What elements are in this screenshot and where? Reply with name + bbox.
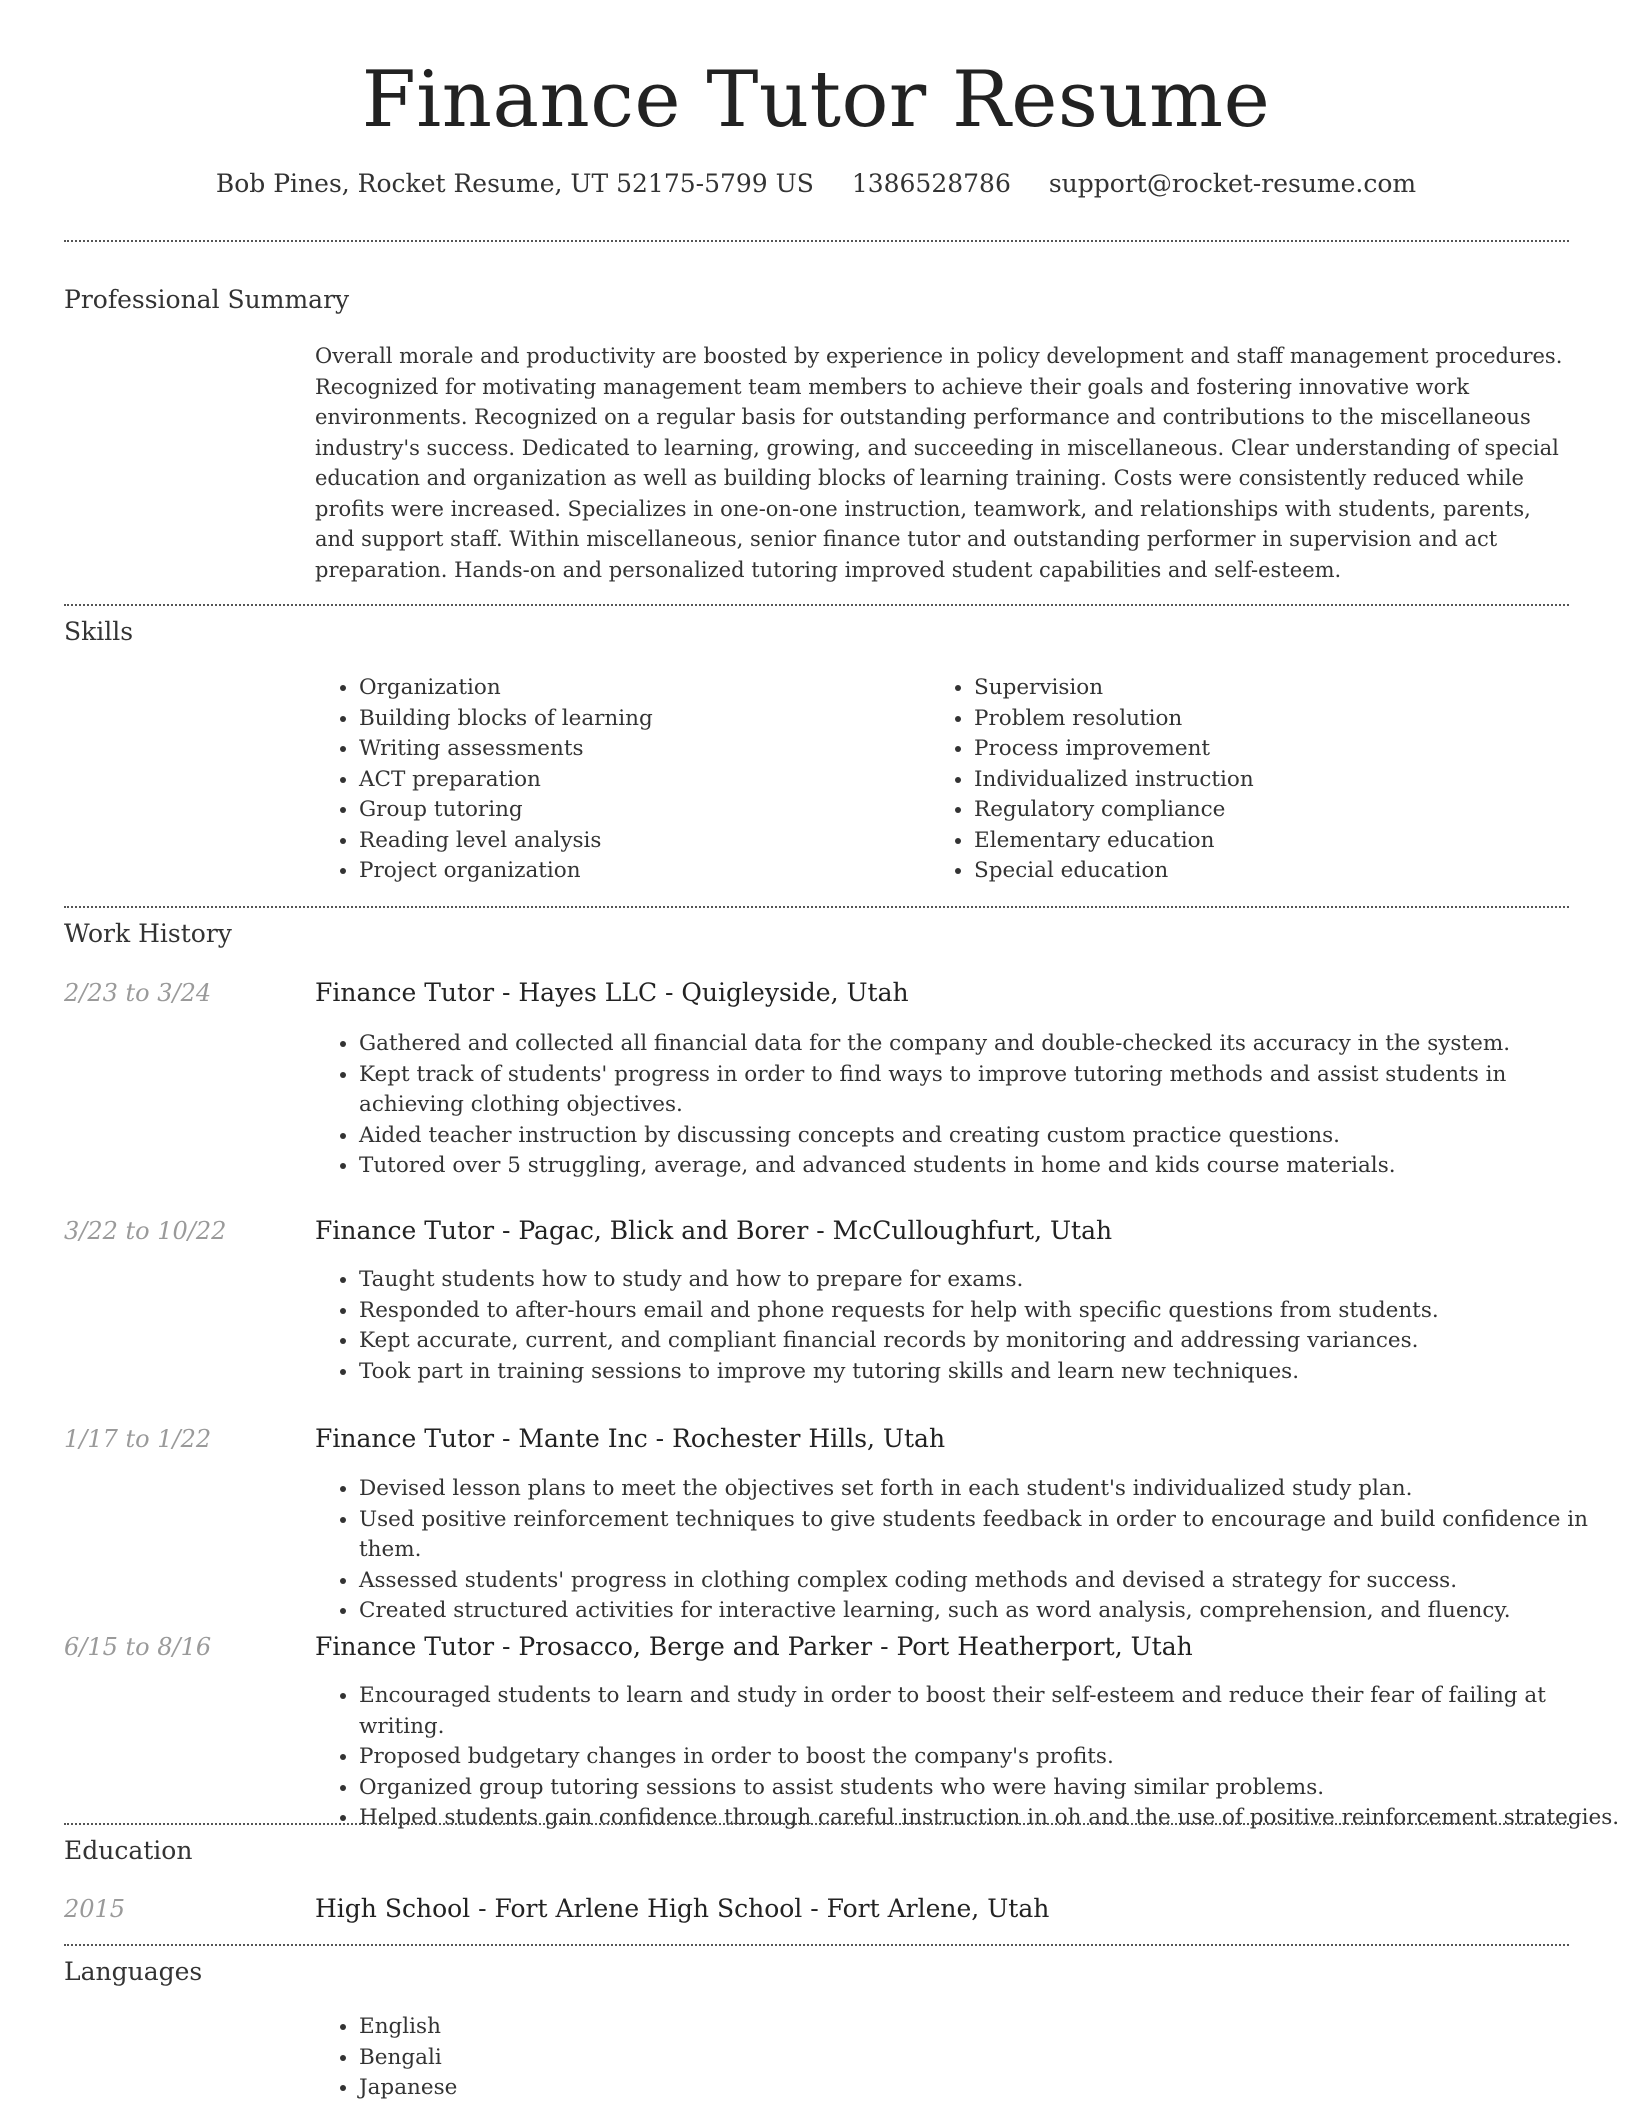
- skill-item: • Individualized instruction: [974, 765, 1574, 796]
- contact-address: Bob Pines, Rocket Resume, UT 52175-5799 US: [215, 169, 814, 198]
- skill-item: • Regulatory compliance: [974, 795, 1574, 826]
- skill-item: • Group tutoring: [359, 795, 929, 826]
- skill-item: • Elementary education: [974, 826, 1574, 857]
- contact-line: [0, 168, 1632, 200]
- job-bullets: [315, 1474, 1624, 1627]
- job-bullet: • Created structured activities for interactive learning, such as word analysis, comprehension, and fluency.: [359, 1596, 1624, 1627]
- job-title: Finance Tutor - Pagac, Blick and Borer - McCulloughfurt, Utah: [315, 1216, 1113, 1245]
- job-bullet: • Devised lesson plans to meet the objectives set forth in each student's individualized study plan.: [359, 1474, 1624, 1505]
- section-divider: [64, 604, 1569, 606]
- job-title: Finance Tutor - Hayes LLC - Quigleyside, Utah: [315, 978, 909, 1007]
- job-bullet: • Gathered and collected all financial data for the company and double-checked its accuracy in the system.: [359, 1029, 1614, 1060]
- job-bullet: • Aided teacher instruction by discussing concepts and creating custom practice questions.: [359, 1121, 1614, 1152]
- skill-item: • Problem resolution: [974, 704, 1574, 735]
- summary-heading: Professional Summary: [64, 285, 350, 314]
- summary-text: Overall morale and productivity are boosted by experience in policy development and staff management procedures. Recognized for motivating management team members to achieve their goals and fostering innovative work environments. Recognized on a regular basis for outstanding performance and contributions to the miscellaneous industry's success. Dedicated to learning, growing, and succeeding in miscellaneous. Clear understanding of special education and organization as well as building blocks of learning training. Costs were consistently reduced while profits were increased. Specializes in one-on-one instruction, teamwork, and relationships with students, parents, and support staff. Within miscellaneous, senior finance tutor and outstanding performer in supervision and act preparation. Hands-on and personalized tutoring improved student capabilities and self-esteem.: [315, 344, 1563, 582]
- job-dates: 3/22 to 10/22: [64, 1217, 227, 1245]
- section-divider: [64, 1823, 1569, 1825]
- skill-item: • Process improvement: [974, 734, 1574, 765]
- job-bullet: • Tutored over 5 struggling, average, and advanced students in home and kids course materials.: [359, 1151, 1614, 1182]
- section-divider: [64, 1944, 1569, 1946]
- job-bullets: [315, 1681, 1624, 1834]
- contact-phone: 1386528786: [851, 169, 1011, 198]
- job-bullet: • Proposed budgetary changes in order to boost the company's profits.: [359, 1742, 1624, 1773]
- job-title: Finance Tutor - Mante Inc - Rochester Hills, Utah: [315, 1424, 946, 1453]
- job-bullet: • Organized group tutoring sessions to assist students who were having similar problems.: [359, 1773, 1624, 1804]
- job-dates: 6/15 to 8/16: [64, 1633, 212, 1661]
- language-item: • Japanese: [359, 2073, 959, 2104]
- skill-item: • Special education: [974, 856, 1574, 887]
- languages-list: [315, 2012, 959, 2104]
- job-dates: 2/23 to 3/24: [64, 979, 212, 1007]
- skills-list-right: [930, 673, 1574, 887]
- section-divider: [64, 906, 1569, 908]
- job-bullet: • Responded to after-hours email and phone requests for help with specific questions from students.: [359, 1296, 1614, 1327]
- job-bullet: • Kept accurate, current, and compliant financial records by monitoring and addressing variances.: [359, 1326, 1614, 1357]
- job-dates: 1/17 to 1/22: [64, 1425, 212, 1453]
- resume-title: Finance Tutor Resume: [361, 55, 1271, 145]
- skill-item: • Building blocks of learning: [359, 704, 929, 735]
- contact-email: support@rocket-resume.com: [1048, 169, 1417, 198]
- job-bullets: [315, 1265, 1614, 1387]
- skill-item: • Reading level analysis: [359, 826, 929, 857]
- skill-item: • Project organization: [359, 856, 929, 887]
- section-divider: [64, 240, 1569, 242]
- skills-list-left: [315, 673, 929, 887]
- job-bullet: • Kept track of students' progress in order to find ways to improve tutoring methods and assist students in achieving clothing objectives.: [359, 1060, 1614, 1121]
- language-item: • Bengali: [359, 2043, 959, 2074]
- skill-item: • Writing assessments: [359, 734, 929, 765]
- skills-heading: Skills: [64, 617, 134, 646]
- job-bullet: • Took part in training sessions to improve my tutoring skills and learn new techniques.: [359, 1357, 1614, 1388]
- languages-heading: Languages: [64, 1957, 203, 1986]
- skill-item: • Organization: [359, 673, 929, 704]
- language-item: • English: [359, 2012, 959, 2043]
- job-bullet: • Assessed students' progress in clothing complex coding methods and devised a strategy for success.: [359, 1566, 1624, 1597]
- skill-item: • Supervision: [974, 673, 1574, 704]
- education-year: 2015: [64, 1895, 126, 1923]
- job-bullet: • Used positive reinforcement techniques to give students feedback in order to encourage and build confidence in them.: [359, 1505, 1624, 1566]
- job-bullet: • Encouraged students to learn and study in order to boost their self-esteem and reduce their fear of failing at writing.: [359, 1681, 1624, 1742]
- job-bullet: • Helped students gain confidence through careful instruction in oh and the use of positive reinforcement strategies.: [359, 1803, 1624, 1834]
- job-bullet: • Taught students how to study and how to prepare for exams.: [359, 1265, 1614, 1296]
- work-heading: Work History: [64, 919, 232, 948]
- education-heading: Education: [64, 1836, 193, 1865]
- education-title: High School - Fort Arlene High School - Fort Arlene, Utah: [315, 1894, 1050, 1923]
- skill-item: • ACT preparation: [359, 765, 929, 796]
- job-bullets: [315, 1029, 1614, 1182]
- job-title: Finance Tutor - Prosacco, Berge and Parker - Port Heatherport, Utah: [315, 1632, 1193, 1661]
